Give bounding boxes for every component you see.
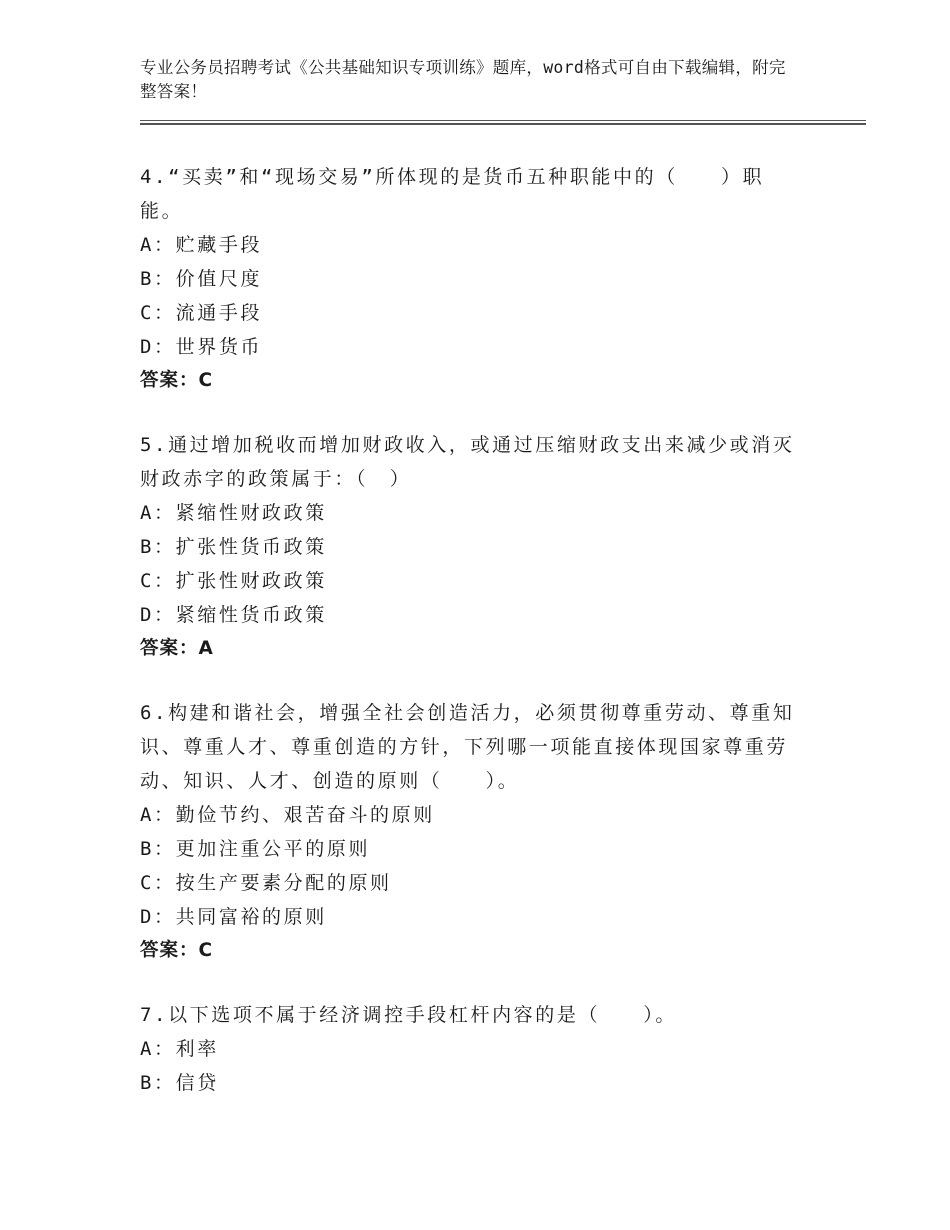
question-list	[140, 160, 866, 1130]
answer-label: 答案：C	[140, 940, 214, 961]
option-b: B：信贷	[140, 1072, 219, 1094]
option-b: B：价值尺度	[140, 268, 263, 290]
option-d: D：世界货币	[140, 336, 263, 358]
option-a: A：勤俭节约、艰苦奋斗的原则	[140, 804, 435, 826]
option-b: B：扩张性货币政策	[140, 536, 327, 558]
document-header: 专业公务员招聘考试《公共基础知识专项训练》题库，word格式可自由下载编辑，附完整答案！	[140, 58, 786, 101]
answer-label: 答案：A	[140, 638, 214, 659]
question-stem: 5.通过增加税收而增加财政收入，或通过压缩财政支出来减少或消灭财政赤字的政策属于：（ ）	[140, 434, 795, 490]
option-c: C：按生产要素分配的原则	[140, 872, 392, 894]
question-stem: 6.构建和谐社会，增强全社会创造活力，必须贯彻尊重劳动、尊重知识、尊重人才、尊重创造的方针，下列哪一项能直接体现国家尊重劳动、知识、人才、创造的原则（ ）。	[140, 702, 795, 792]
question-4	[140, 160, 866, 398]
question-stem: 7.以下选项不属于经济调控手段杠杆内容的是（ ）。	[140, 1004, 677, 1026]
option-d: D：紧缩性货币政策	[140, 604, 327, 626]
option-a: A：贮藏手段	[140, 234, 263, 256]
option-b: B：更加注重公平的原则	[140, 838, 371, 860]
question-6	[140, 696, 866, 968]
option-c: C：流通手段	[140, 302, 263, 324]
option-c: C：扩张性财政政策	[140, 570, 327, 592]
question-5	[140, 428, 866, 666]
option-d: D：共同富裕的原则	[140, 906, 327, 928]
header-divider	[140, 120, 866, 125]
answer-label: 答案：C	[140, 370, 214, 391]
option-a: A：利率	[140, 1038, 219, 1060]
option-a: A：紧缩性财政政策	[140, 502, 327, 524]
question-stem: 4.“买卖”和“现场交易”所体现的是货币五种职能中的（ ）职能。	[140, 166, 765, 222]
question-7	[140, 998, 866, 1100]
